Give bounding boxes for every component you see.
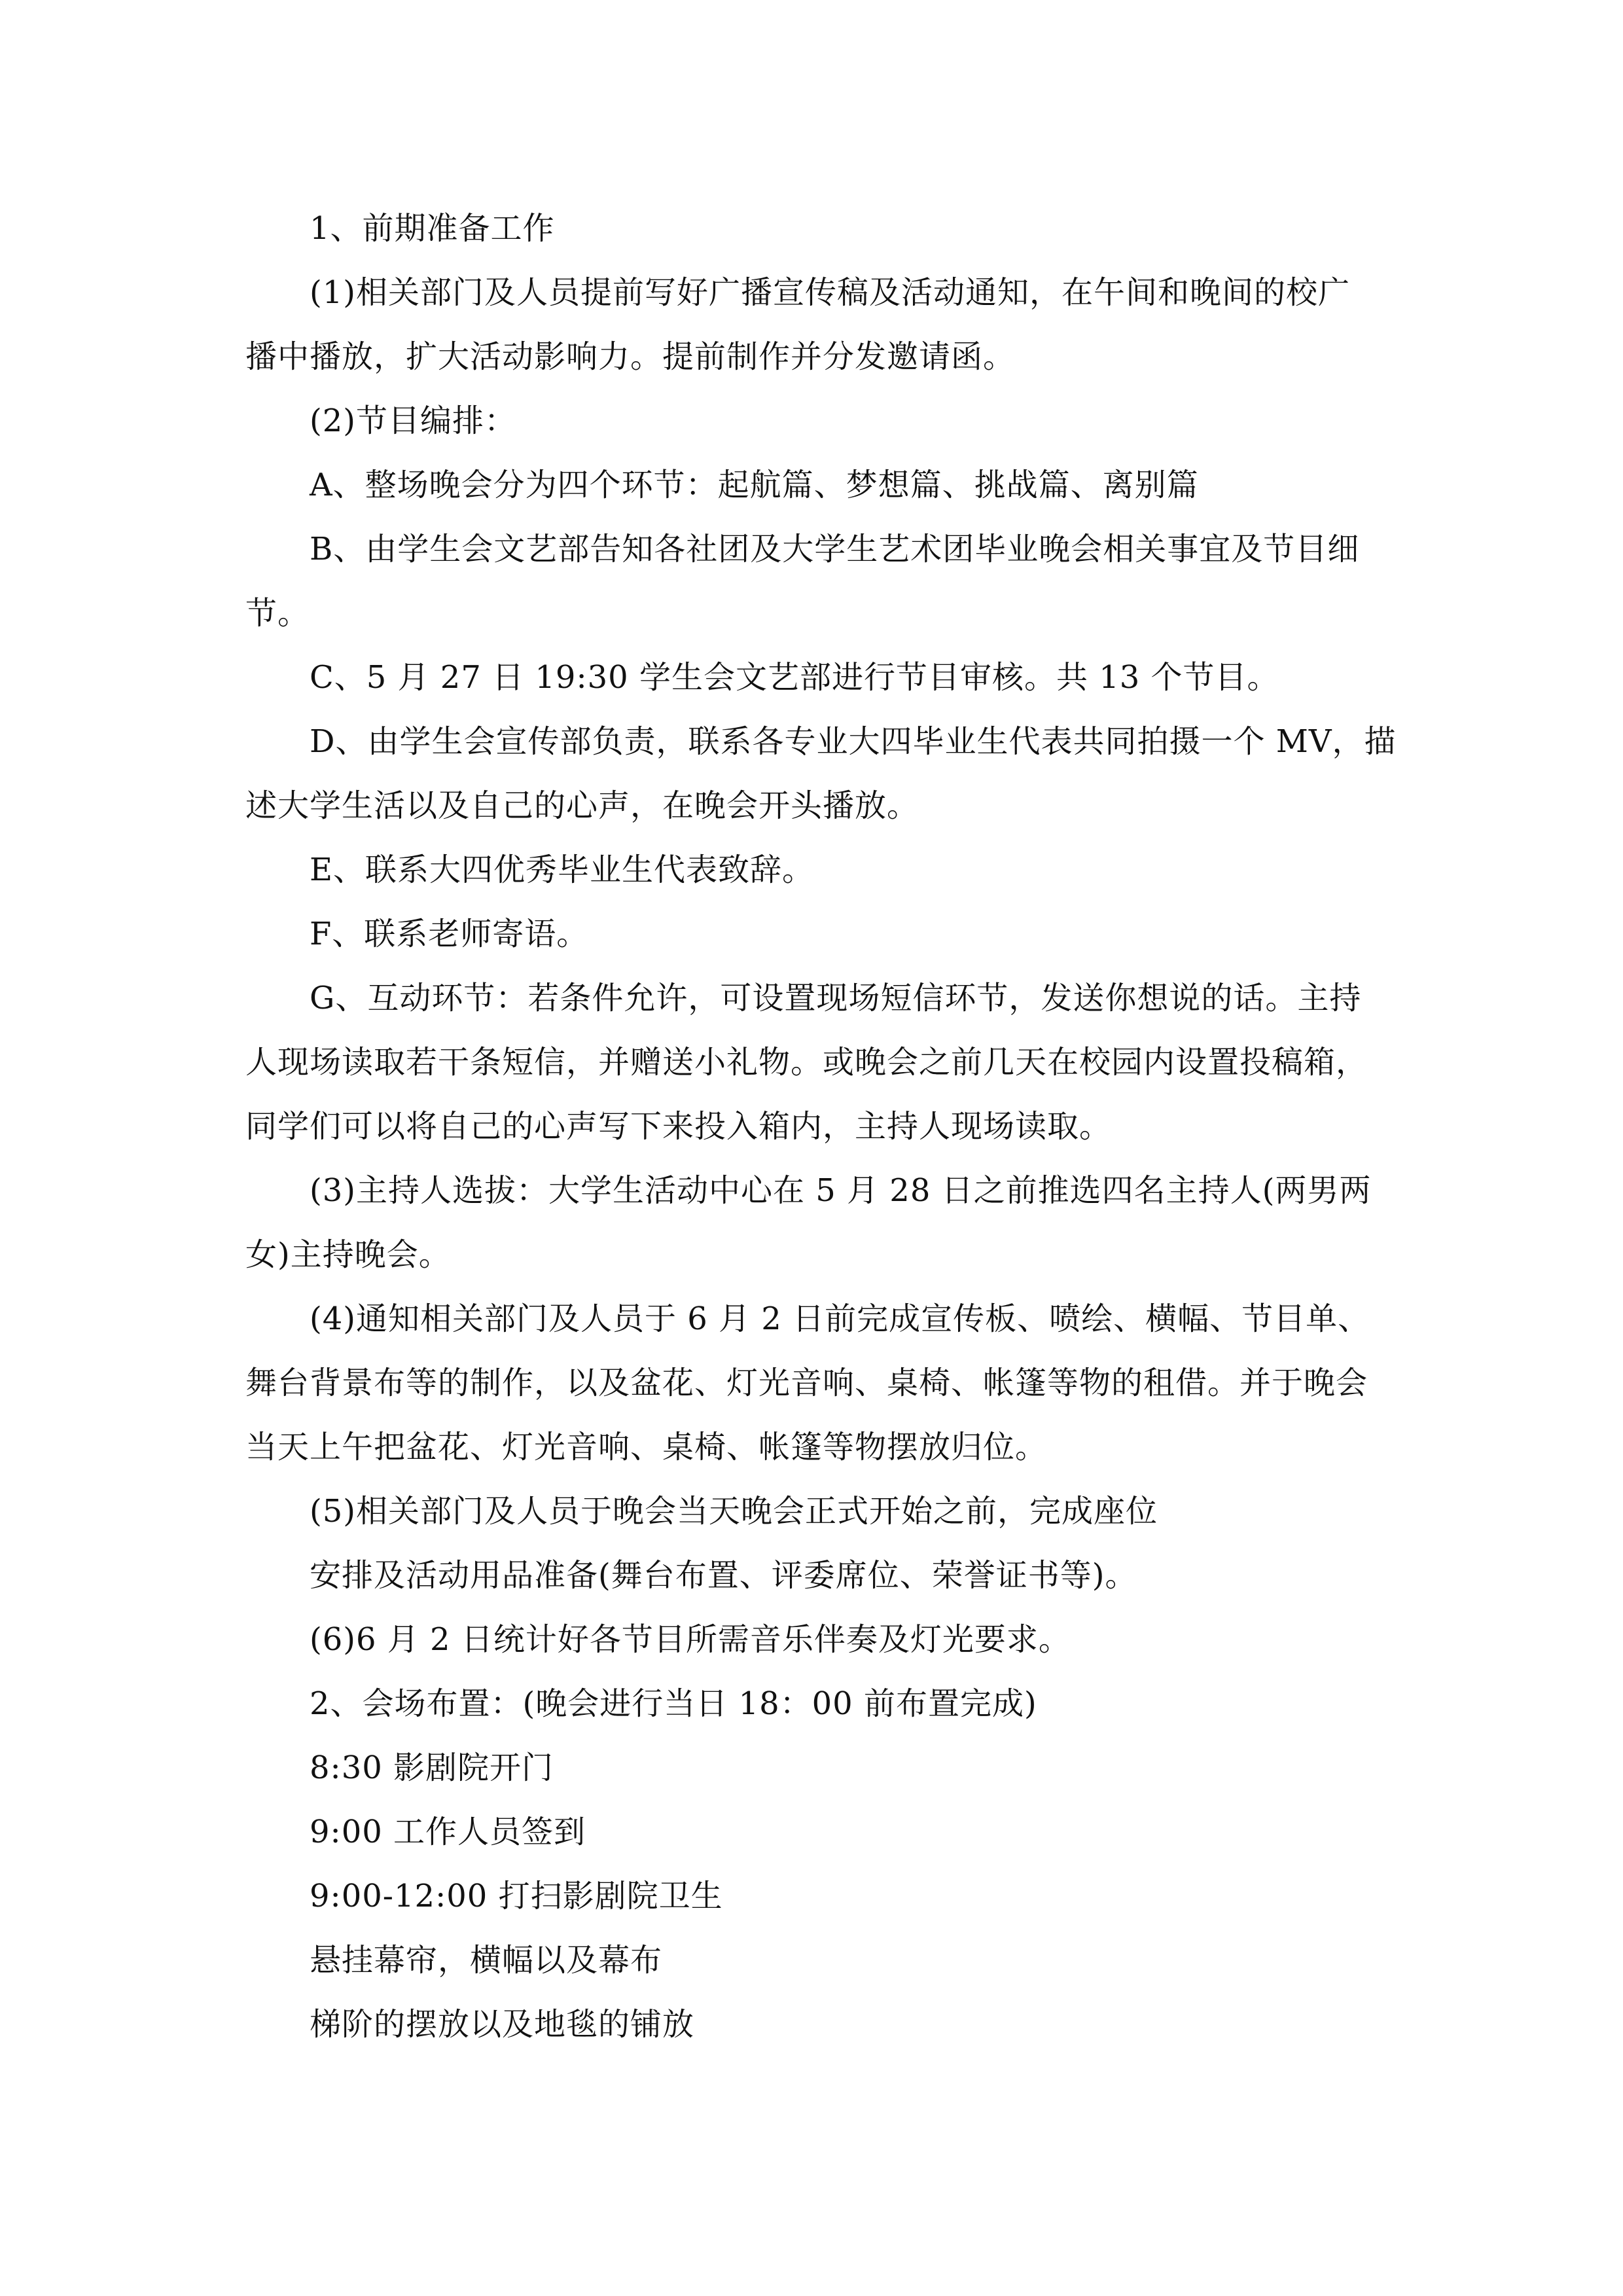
paragraph-line: (3)主持人选拔：大学生活动中心在 5 月 28 日之前推选四名主持人(两男两 bbox=[310, 1172, 1372, 1209]
paragraph-line: (1)相关部门及人员提前写好广播宣传稿及活动通知，在午间和晚间的校广 bbox=[310, 274, 1350, 311]
paragraph-line: (4)通知相关部门及人员于 6 月 2 日前完成宣传板、喷绘、横幅、节目单、 bbox=[310, 1300, 1370, 1337]
schedule-line: 9:00 工作人员签到 bbox=[310, 1814, 586, 1850]
paragraph-line: B、由学生会文艺部告知各社团及大学生艺术团毕业晚会相关事宜及节目细 bbox=[310, 531, 1360, 567]
document-body bbox=[245, 196, 1397, 2056]
paragraph-line: 节。 bbox=[245, 595, 310, 632]
paragraph-line: (6)6 月 2 日统计好各节目所需音乐伴奏及灯光要求。 bbox=[310, 1621, 1071, 1658]
section-heading: 2、会场布置：(晚会进行当日 18：00 前布置完成) bbox=[310, 1685, 1037, 1722]
paragraph-line: 舞台背景布等的制作，以及盆花、灯光音响、桌椅、帐篷等物的租借。并于晚会 bbox=[245, 1365, 1368, 1401]
schedule-line: 梯阶的摆放以及地毯的铺放 bbox=[310, 2006, 695, 2043]
paragraph-line: 安排及活动用品准备(舞台布置、评委席位、荣誉证书等)。 bbox=[310, 1557, 1137, 1594]
schedule-line: 8:30 影剧院开门 bbox=[310, 1749, 554, 1786]
schedule-line: 悬挂幕帘，横幅以及幕布 bbox=[310, 1942, 663, 1979]
paragraph-line: E、联系大四优秀毕业生代表致辞。 bbox=[310, 852, 815, 888]
schedule-line: 9:00-12:00 打扫影剧院卫生 bbox=[310, 1878, 723, 1914]
section-heading: 1、前期准备工作 bbox=[310, 210, 555, 247]
paragraph-line: A、整场晚会分为四个环节：起航篇、梦想篇、挑战篇、离别篇 bbox=[310, 467, 1199, 503]
paragraph-line: F、联系老师寄语。 bbox=[310, 916, 589, 952]
paragraph-line: (5)相关部门及人员于晚会当天晚会正式开始之前，完成座位 bbox=[310, 1493, 1158, 1530]
paragraph-line: 女)主持晚会。 bbox=[245, 1236, 451, 1273]
paragraph-line: 播中播放，扩大活动影响力。提前制作并分发邀请函。 bbox=[245, 338, 1016, 375]
paragraph-line: (2)节目编排： bbox=[310, 403, 516, 439]
paragraph-line: C、5 月 27 日 19:30 学生会文艺部进行节目审核。共 13 个节目。 bbox=[310, 659, 1279, 696]
paragraph-line: D、由学生会宣传部负责，联系各专业大四毕业生代表共同拍摄一个 MV，描 bbox=[310, 723, 1397, 760]
paragraph-line: 当天上午把盆花、灯光音响、桌椅、帐篷等物摆放归位。 bbox=[245, 1429, 1048, 1465]
paragraph-line: 述大学生活以及自己的心声，在晚会开头播放。 bbox=[245, 787, 919, 824]
paragraph-line: G、互动环节：若条件允许，可设置现场短信环节，发送你想说的话。主持 bbox=[310, 980, 1362, 1016]
paragraph-line: 人现场读取若干条短信，并赠送小礼物。或晚会之前几天在校园内设置投稿箱， bbox=[245, 1044, 1368, 1081]
paragraph-line: 同学们可以将自己的心声写下来投入箱内，主持人现场读取。 bbox=[245, 1108, 1112, 1145]
